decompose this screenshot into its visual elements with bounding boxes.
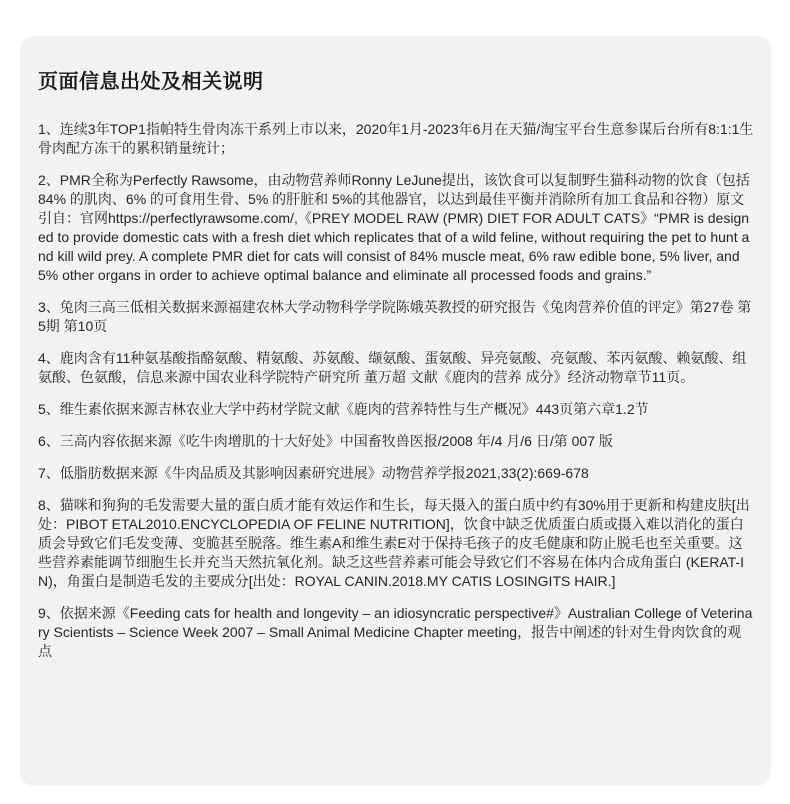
note-item: 5、维生素依据来源吉林农业大学中药材学院文献《鹿肉的营养特性与生产概况》443页第六章1.2节 — [38, 401, 649, 417]
note-item: 8、猫咪和狗狗的毛发需要大量的蛋白质才能有效运作和生长，每天摄入的蛋白质中约有30%用于更新和构建皮肤[出处：PIBOT ETAL2010.ENCYCLOPEDIA OF FELINE NUTRITION]，饮食中缺乏优质蛋白质或摄入难以消化的蛋白质会导致它们毛发变薄、变脆甚至脱落。维生素A和维生素E对于保持毛孩子的皮毛健康和防止脱毛也至关重要。这些营养素能调节细胞生长并充当天然抗氧化剂。缺乏这些营养素可能会导致它们不容易在体内合成角蛋白 (KERAT-IN)，角蛋白是制造毛发的主要成分[出处：ROYAL CANIN.2018.MY CATIS LOSINGITS HAIR.] — [38, 497, 750, 589]
note-item: 2、PMR全称为Perfectly Rawsome，由动物营养师Ronny LeJune提出，该饮食可以复制野生猫科动物的饮食（包括 84% 的肌肉、6% 的可食用生骨、5% 的肝脏和 5%的其他器官，以达到最佳平衡并消除所有加工食品和谷物）原文引自：官网https://perfectlyrawsome.com/,《PREY MODEL RAW (PMR) DIET FOR ADULT CATS》“PMR is designed to provide domestic cats with a fresh diet which replicates that of a wild feline, without requiring the pet to hunt and kill wild prey. A complete PMR diet for cats will consist of 84% muscle meat, 6% raw edible bone, 5% liver, and 5% other organs in order to achieve optimal balance and eliminate all processed foods and grains.” — [38, 172, 750, 283]
page-title: 页面信息出处及相关说明 — [38, 71, 264, 93]
note-item: 3、兔肉三高三低相关数据来源福建农林大学动物科学学院陈娥英教授的研究报告《兔肉营养价值的评定》第27卷 第5期 第10页 — [38, 299, 752, 334]
note-item: 1、连续3年TOP1指帕特生骨肉冻干系列上市以来，2020年1月-2023年6月在天猫/淘宝平台生意参谋后台所有8:1:1生骨肉配方冻干的累积销量统计； — [38, 121, 754, 156]
note-item: 6、三高内容依据来源《吃牛肉增肌的十大好处》中国畜牧兽医报/2008 年/4 月/6 日/第 007 版 — [38, 433, 613, 449]
info-card — [20, 36, 771, 786]
note-item: 7、低脂肪数据来源《牛肉品质及其影响因素研究进展》动物营养学报2021,33(2):669-678 — [38, 465, 589, 481]
note-item: 4、鹿肉含有11种氨基酸指酪氨酸、精氨酸、苏氨酸、缬氨酸、蛋氨酸、异亮氨酸、亮氨酸、苯丙氨酸、赖氨酸、组氨酸、色氨酸，信息来源中国农业科学院特产研究所 董万超 文献《鹿肉的营养 成分》经济动物章节11页。 — [38, 350, 747, 385]
notes-list — [38, 120, 755, 661]
note-item: 9、依据来源《Feeding cats for health and longevity – an idiosyncratic perspective#》Australian College of Veterinary Scientists – Science Week 2007 – Small Animal Medicine Chapter meeting，报告中阐述的针对生骨肉饮食的观点 — [38, 605, 753, 659]
